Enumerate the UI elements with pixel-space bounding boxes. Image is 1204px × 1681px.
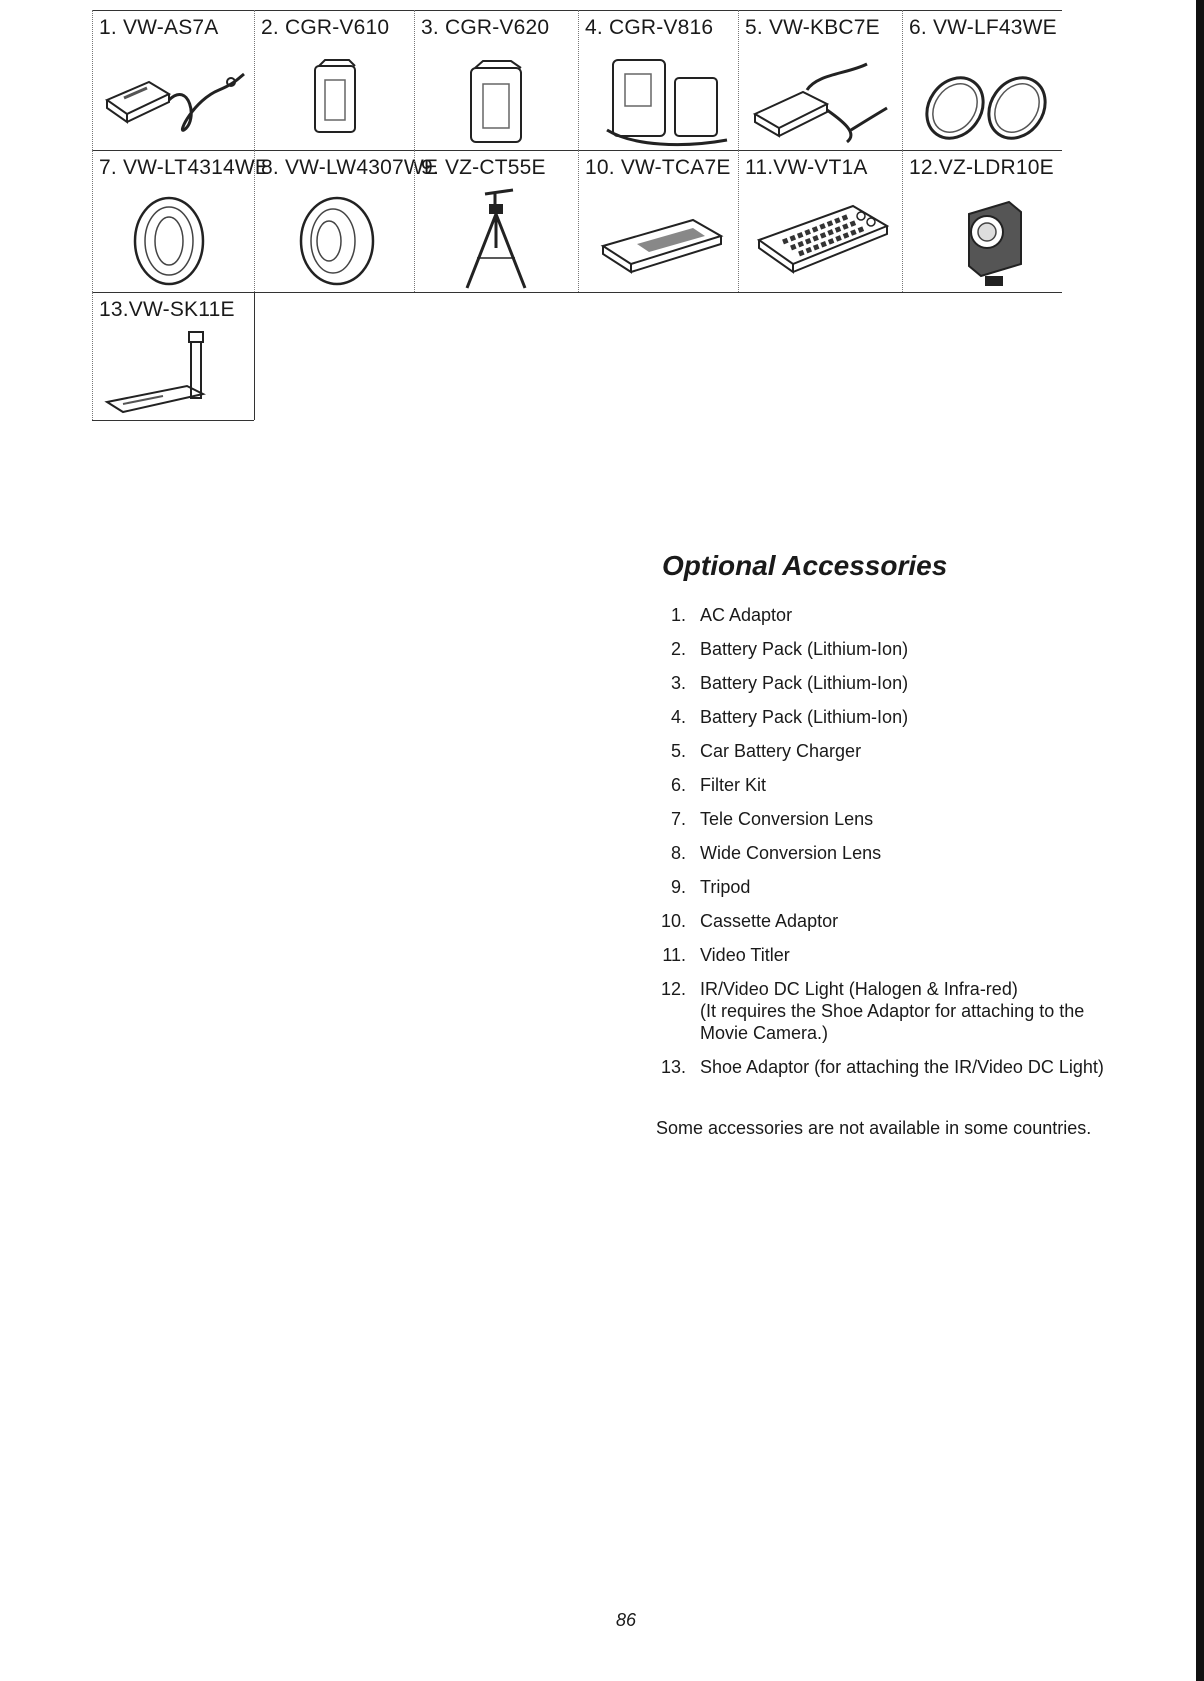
accessory-cell-6 (902, 10, 1066, 150)
tripod-icon (455, 188, 535, 292)
item-text: Battery Pack (Lithium-Ion) (700, 639, 909, 659)
accessory-cell-8 (254, 150, 439, 292)
item-number: 3. (670, 673, 686, 693)
item-number: 6. (670, 775, 686, 795)
item-text: Tripod (700, 877, 751, 897)
list-item (650, 910, 1120, 932)
video-titler-icon (753, 198, 893, 278)
item-text: Shoe Adaptor (for attaching the IR/Video DC Light) (700, 1057, 1104, 1077)
accessory-label: 4. CGR-V816 (585, 16, 714, 39)
accessory-grid (92, 10, 1066, 422)
list-item (650, 944, 1120, 966)
grid-rule (254, 292, 255, 420)
item-text: AC Adaptor (700, 605, 793, 625)
item-number: 5. (670, 741, 686, 761)
accessory-label: 8. VW-LW4307WE (261, 156, 439, 179)
item-number: 13. (660, 1057, 686, 1077)
item-text: Car Battery Charger (700, 741, 862, 761)
dc-light-icon (959, 194, 1029, 290)
item-text: IR/Video DC Light (Halogen & Infra-red) (700, 979, 1018, 999)
car-charger-icon (747, 54, 897, 148)
tele-lens-icon (129, 194, 209, 288)
item-subtext: (It requires the Shoe Adaptor for attaching to the Movie Camera.) (700, 1001, 1085, 1043)
grid-rule (92, 420, 254, 421)
page-number: 86 (616, 1610, 637, 1630)
item-number: 7. (670, 809, 686, 829)
accessory-label: 5. VW-KBC7E (745, 16, 880, 39)
filter-kit-icon (917, 70, 1057, 144)
list-item (650, 978, 1120, 1044)
accessory-cell-3 (414, 10, 578, 150)
accessory-label: 11.VW-VT1A (745, 156, 868, 179)
item-number: 4. (670, 707, 686, 727)
item-number: 2. (670, 639, 686, 659)
item-text: Tele Conversion Lens (700, 809, 874, 829)
accessory-cell-1 (92, 10, 254, 150)
accessory-label: 12.VZ-LDR10E (909, 156, 1054, 179)
list-item (650, 638, 1120, 660)
cassette-adaptor-icon (597, 206, 727, 276)
battery-pack-icon (305, 58, 365, 138)
wide-lens-icon (295, 194, 379, 288)
item-text: Filter Kit (700, 775, 767, 795)
list-item (650, 706, 1120, 728)
accessory-list (650, 604, 1120, 1090)
accessory-cell-11 (738, 150, 902, 292)
accessory-label: 2. CGR-V610 (261, 16, 390, 39)
page-title: Optional Accessories (662, 550, 948, 581)
list-item (650, 876, 1120, 898)
item-text: Battery Pack (Lithium-Ion) (700, 673, 909, 693)
list-item (650, 604, 1120, 626)
scan-edge (1196, 0, 1204, 1681)
accessory-label: 13.VW-SK11E (99, 298, 235, 321)
item-number: 9. (670, 877, 686, 897)
item-text: Cassette Adaptor (700, 911, 839, 931)
item-text: Battery Pack (Lithium-Ion) (700, 707, 909, 727)
item-number: 11. (662, 945, 686, 965)
accessory-cell-7 (92, 150, 270, 292)
accessory-label: 1. VW-AS7A (99, 16, 219, 39)
accessory-cell-13 (92, 292, 254, 420)
accessory-label: 10. VW-TCA7E (585, 156, 731, 179)
item-number: 10. (660, 911, 686, 931)
list-item (650, 808, 1120, 830)
ac-adaptor-icon (99, 60, 249, 140)
item-number: 12. (660, 979, 686, 999)
accessory-cell-10 (578, 150, 738, 292)
accessory-label: 7. VW-LT4314WE (99, 156, 270, 179)
list-item (650, 740, 1120, 762)
accessory-label: 3. CGR-V620 (421, 16, 550, 39)
list-item (650, 1056, 1120, 1078)
item-number: 8. (670, 843, 686, 863)
accessory-cell-2 (254, 10, 414, 150)
accessory-label: 9. VZ-CT55E (421, 156, 546, 179)
accessory-cell-4 (578, 10, 738, 150)
shoe-adaptor-icon (103, 330, 233, 416)
availability-note: Some accessories are not available in some countries. (656, 1118, 1092, 1138)
item-text: Wide Conversion Lens (700, 843, 882, 863)
accessory-cell-12 (902, 150, 1066, 292)
item-number: 1. (670, 605, 686, 625)
list-item (650, 842, 1120, 864)
accessory-cell-5 (738, 10, 902, 150)
accessory-label: 6. VW-LF43WE (909, 16, 1057, 39)
battery-pack-icon (603, 50, 733, 150)
accessory-cell-9 (414, 150, 578, 292)
list-item (650, 774, 1120, 796)
list-item (650, 672, 1120, 694)
item-text: Video Titler (700, 945, 790, 965)
battery-pack-icon (461, 58, 531, 148)
